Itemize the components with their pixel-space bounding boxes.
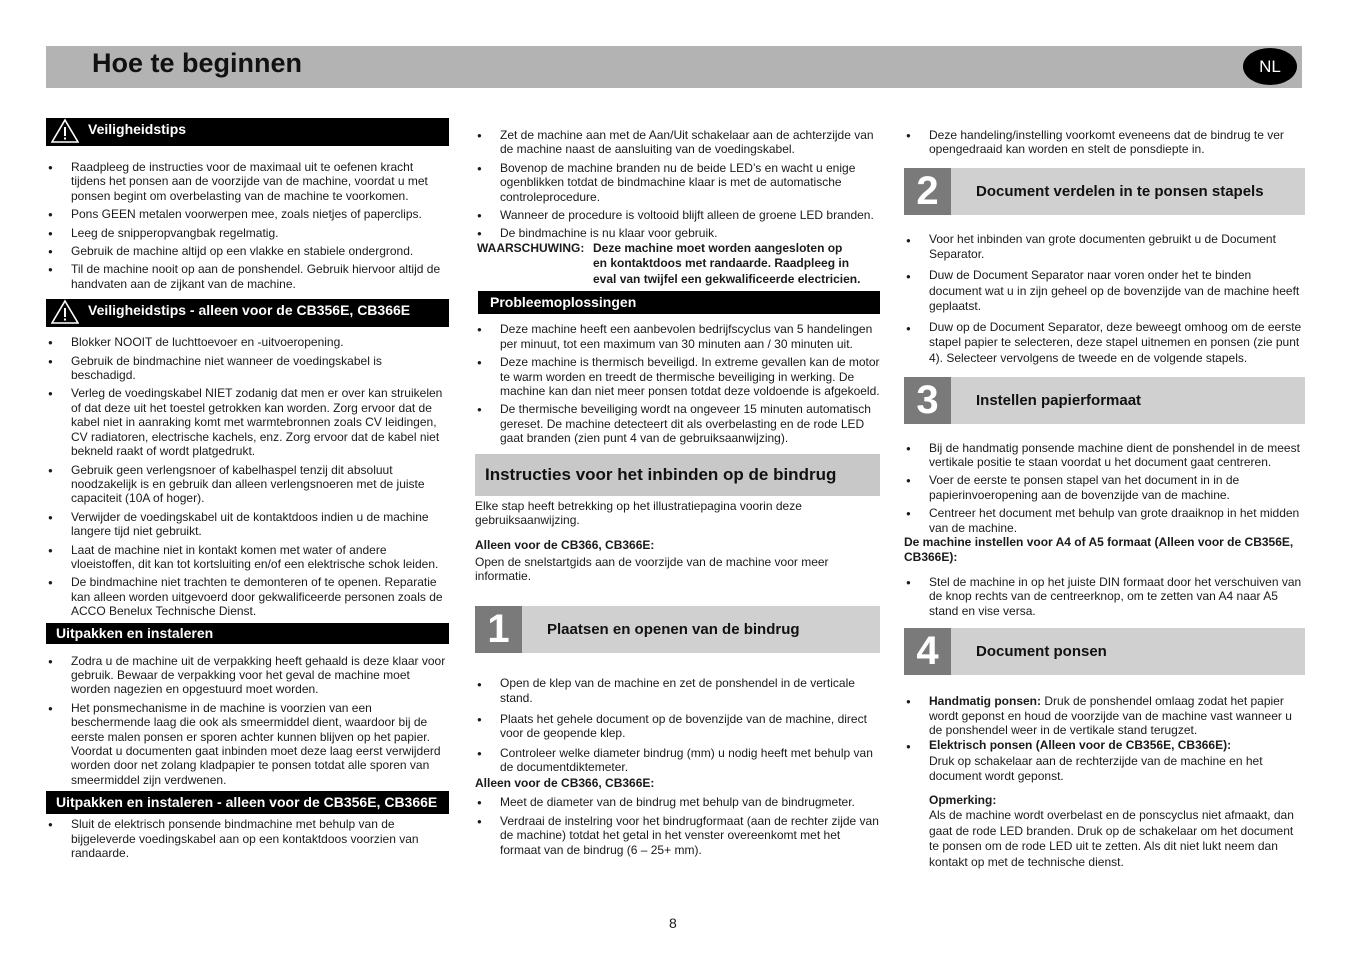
section-heading-text: Veiligheidstips (88, 121, 187, 137)
column-left (46, 117, 449, 864)
language-badge: NL (1243, 48, 1297, 85)
step-1-sub-list (475, 795, 880, 857)
list-item: ● Plaats het gehele document op de bovenzijde van de machine, direct voor de geopende klep. (475, 712, 880, 741)
warning-icon (51, 299, 79, 325)
list-item: ● Laat de machine niet in kontakt komen met water of andere vloeistoffen, dit kan tot kortsluiting en/of een elektrische schok leiden. (46, 543, 449, 572)
list-item: ● Til de machine nooit op aan de ponshendel. Gebruik hiervoor altijd de handvaten aan de zijkant van de machine. (46, 262, 449, 291)
list-item: ● Raadpleeg de instructies voor de maximaal uit te oefenen kracht tijdens het ponsen aan de voorzijde van de machine, voordat u met ponsen begint om overbelasting van de machine te voorkomen. (46, 160, 449, 203)
list-item: ● Verdraai de instelring voor het bindrugformaat (aan de rechter zijde van de machine) totdat het getal in het venster overeenkomt met het formaat van de bindrug (6 – 25+ mm). (475, 814, 880, 857)
step-3-list (904, 441, 1305, 535)
only-for-label: Alleen voor de CB366, CB366E: (475, 537, 655, 552)
list-item: ● De bindmachine niet trachten te demonteren of te openen. Reparatie kan alleen worden uitgevoerd door gekwalificeerde personen zoals de ACCO Benelux Technische Dienst. (46, 575, 449, 618)
list-item: ● Deze handeling/instelling voorkomt eveneens dat de bindrug te ver opengedraaid kan worden en stelt de ponsdiepte in. (904, 128, 1305, 157)
list-item: ● Zodra u de machine uit de verpakking heeft gehaald is deze klaar voor gebruik. Bewaar de verpakking voor het geval de machine moet worden nagezien en opgestuurd moet worden. (46, 654, 449, 697)
list-item: ● Sluit de elektrisch ponsende bindmachine met behulp van de bijgeleverde voedingskabel aan op een kontaktdoos voorzien van randaarde. (46, 817, 449, 860)
list-item: ● Leeg de snipperopvangbak regelmatig. (46, 226, 449, 240)
step-4-list (904, 694, 1305, 785)
troubleshooting-list (475, 322, 880, 445)
list-item: ● Bovenop de machine branden nu de beide LED’s en wacht u enige ogenblikken totdat de bindmachine klaar is met de automatische controleprocedure. (475, 161, 880, 204)
note-text: Als de machine wordt overbelast en de ponscyclus niet afmaakt, dan gaat de rode LED branden. Druk op de schakelaar om het document te ponsen om de rode LED uit te zetten. Als dit niet lukt neem dan kontakt op met de technische dienst. (929, 808, 1294, 869)
list-item: ● Bij de handmatig ponsende machine dient de ponshendel in de meest vertikale positie te staan voordat u het document gaat centreren. (904, 441, 1305, 470)
section-heading-safety-electric (46, 299, 449, 327)
page-title: Hoe te beginnen (92, 48, 303, 78)
step-number: 2 (904, 168, 951, 215)
column-right (904, 128, 1305, 870)
list-item: ● Gebruik geen verlengsnoer of kabelhaspel tenzij dit absoluut noodzakelijk is en gebruik dan alleen verlengsnoeren met de juiste capaciteit (10A of hoger). (46, 463, 449, 506)
step-number: 4 (904, 628, 951, 675)
manual-punch-label: Handmatig ponsen: (929, 694, 1042, 709)
list-item: ● Wanneer de procedure is voltooid blijft alleen de groene LED branden. (475, 208, 880, 222)
electric-punch-text: Druk op schakelaar aan de rechterzijde van de machine en het document wordt geponst. (929, 753, 1263, 784)
step-1-sub-label: Alleen voor de CB366, CB366E: (475, 776, 655, 791)
section-heading-troubleshooting: Probleemoplossingen (478, 291, 880, 314)
continued-list (904, 128, 1305, 157)
list-item: ● Deze machine heeft een aanbevolen bedrijfscyclus van 5 handelingen per minuut, tot een maximum van 30 minuten aan / 30 minuten uit. (475, 322, 880, 351)
step-title: Document verdelen in te ponsen stapels (976, 182, 1264, 200)
warning-line: Deze machine moet worden aangesloten op (593, 240, 843, 255)
only-for-text: Open de snelstartgids aan de voorzijde van de machine voor meer informatie. (475, 554, 829, 583)
list-item (904, 738, 1305, 785)
list-item: ● Voor het inbinden van grote documenten gebruikt u de Document Separator. (904, 232, 1305, 263)
section-heading-safety (46, 118, 449, 146)
step-title: Document ponsen (976, 643, 1107, 661)
section-heading-unpacking-electric: Uitpakken en instaleren - alleen voor de CB356E, CB366E (46, 791, 449, 814)
step-3-sub-label: De machine instellen voor A4 of A5 formaat (Alleen voor de CB356E, CB366E): (904, 535, 1294, 564)
step-title: Instellen papierformaat (976, 391, 1142, 409)
list-item: ● Verleg de voedingskabel NIET zodanig dat men er over kan struikelen of dat deze uit het toestel getrokken kan worden. Zorg ervoor dat de kabel niet in aanraking komt met warmtebronnen zoals CV leidingen, CV radiatoren, electrische kachels, enz. Zorg ervoor dat de kabel niet bekneld raakt of wordt platgedrukt. (46, 386, 449, 458)
list-item: ● Duw de Document Separator naar voren onder het te binden document wat u in zijn geheel op de bovenzijde van de machine heeft geplaatst. (904, 268, 1305, 315)
list-item: ● Het ponsmechanisme in de machine is voorzien van een beschermende laag die ook als smeermiddel dient, waardoor bij de eerste malen ponsen er sporen achter kunnen blijven op het papier. Voordat u documenten gaat inbinden moet deze laag eerst verwijderd worden door net zolang kladpapier te ponsen totdat alle sporen van smeermiddel zijn verdwenen. (46, 701, 449, 787)
list-item: ● Open de klep van de machine en zet de ponshendel in de verticale stand. (475, 676, 880, 707)
step-4-header (904, 628, 1305, 675)
list-item: ● Gebruik de bindmachine niet wanneer de voedingskabel is beschadigd. (46, 354, 449, 383)
step-1-list (475, 676, 880, 775)
step-3-header (904, 377, 1305, 424)
warning-text (593, 241, 860, 288)
step-title: Plaatsen en openen van de bindrug (547, 620, 800, 638)
list-item: ● De bindmachine is nu klaar voor gebruik. (475, 226, 880, 240)
warning-icon (51, 118, 79, 144)
instructions-intro: Elke stap heeft betrekking op het illustratiepagina voorin deze gebruiksaanwijzing. (475, 498, 802, 527)
safety-list (46, 160, 449, 291)
unpacking-list (46, 654, 449, 788)
section-heading-text: Veiligheidstips - alleen voor de CB356E, CB366E (88, 302, 411, 319)
warning-line: en kontaktdoos met randaarde. Raadpleeg in (593, 256, 850, 271)
section-heading-unpacking: Uitpakken en instaleren (46, 623, 449, 644)
note-block (904, 793, 1305, 871)
step-2-header (904, 168, 1305, 215)
list-item: ● Controleer welke diameter bindrug (mm) u nodig heeft met behulp van de documentdiktemeter. (475, 746, 880, 775)
page-number: 8 (669, 915, 677, 931)
instructions-heading: Instructies voor het inbinden op de bindrug (475, 454, 880, 496)
startup-list (475, 128, 880, 241)
list-item: ● Verwijder de voedingskabel uit de kontaktdoos indien u de machine langere tijd niet gebruikt. (46, 510, 449, 539)
step-1-header (475, 606, 880, 653)
step-number: 3 (904, 377, 951, 424)
unpacking-electric-list (46, 817, 449, 860)
step-number: 1 (475, 606, 522, 653)
list-item: ● De thermische beveiliging wordt na ongeveer 15 minuten automatisch gereset. De machine detecteert dit als overbelasting en de rode LED gaat branden (zien punt 4 van de gebruiksaanwijzing). (475, 402, 880, 445)
list-item: ● Blokker NOOIT de luchttoevoer en -uitvoeropening. (46, 335, 449, 349)
warning-label: WAARSCHUWING: (477, 240, 585, 255)
manual-punch-text: Druk de ponshendel omlaag zodat het papier wordt geponst en houd de voorzijde van de machine vast wanneer u de ponshendel weer in de vertikale stand terugzet. (929, 694, 1292, 738)
list-item: ● Duw op de Document Separator, deze beweegt omhoog om de eerste stapel papier te selecteren, deze stapel uitnemen en ponsen (zie punt 4). Selecteer vervolgens de tweede en de volgende stapels. (904, 320, 1305, 367)
electric-punch-label: ● Elektrisch ponsen (Alleen voor de CB356E, CB366E): (929, 738, 1232, 753)
list-item: ● Centreer het document met behulp van grote draaiknop in het midden van de machine. (904, 506, 1305, 535)
safety-electric-list (46, 335, 449, 618)
step-3-sub-list (904, 575, 1305, 618)
note-label: Opmerking: (929, 792, 997, 807)
page-header (46, 46, 1302, 88)
column-middle (475, 128, 880, 861)
list-item: ● Voer de eerste te ponsen stapel van het document in in de papierinvoeropening aan de bovenzijde van de machine. (904, 473, 1305, 502)
list-item: ● Deze machine is thermisch beveiligd. In extreme gevallen kan de motor te warm worden en treedt de thermische beveiliging in werking. De machine kan dan niet meer ponsen totdat deze voldoende is afgekoeld. (475, 355, 880, 398)
list-item (904, 694, 1305, 737)
warning-line: eval van twijfel een gekwalificeerde electricien. (593, 271, 861, 286)
list-item: ● Gebruik de machine altijd op een vlakke en stabiele ondergrond. (46, 244, 449, 258)
list-item: ● Stel de machine in op het juiste DIN formaat door het verschuiven van de knop rechts van de centreerknop, om te zetten van A4 naar A5 stand en vise versa. (904, 575, 1305, 618)
list-item: ● Zet de machine aan met de Aan/Uit schakelaar aan de achterzijde van de machine naast de aansluiting van de voedingskabel. (475, 128, 880, 157)
step-2-list (904, 232, 1305, 367)
list-item: ● Meet de diameter van de bindrug met behulp van de bindrugmeter. (475, 795, 880, 809)
warning-note (477, 241, 880, 288)
list-item: ● Pons GEEN metalen voorwerpen mee, zoals nietjes of paperclips. (46, 207, 449, 221)
